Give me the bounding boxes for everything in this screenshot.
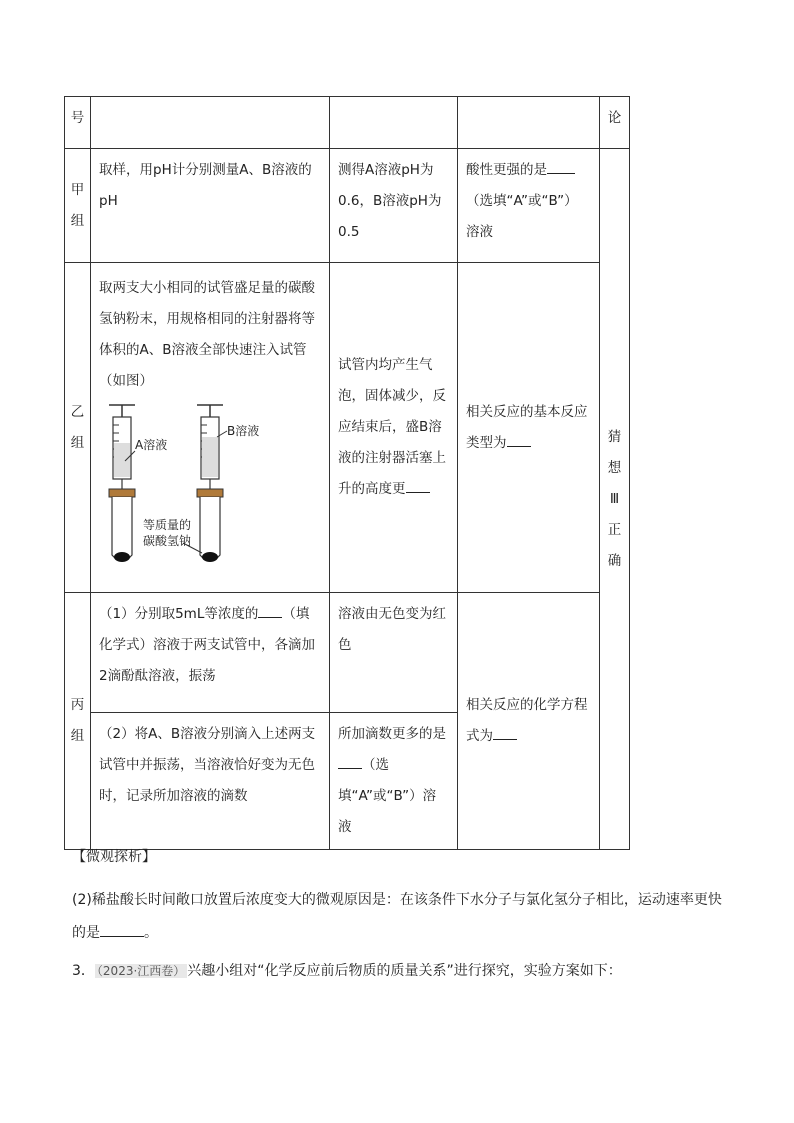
label-b-solution: B溶液: [227, 424, 260, 438]
operation-cell-bing-2: （2）将A、B溶液分别滴入上述两支试管中并振荡，当溶液恰好变为无色时，记录所加溶液的滴数: [91, 713, 330, 850]
operation-cell-jia: 取样，用pH计分别测量A、B溶液的pH: [91, 149, 330, 263]
table-row-jia: [65, 149, 630, 263]
syringe-a-icon: [109, 405, 135, 491]
conclusion-cell: 猜 想 Ⅲ 正 确: [600, 149, 630, 850]
operation-cell-yi: 取两支大小相同的试管盛足量的碳酸氢钠粉末，用规格相同的注射器将等体积的A、B溶液全部快速注入试管（如图） A溶液 B溶液 等质量的 碳酸氢钠: [91, 263, 330, 593]
test-tube-b-icon: [197, 489, 223, 562]
answer-blank[interactable]: [493, 725, 517, 740]
micro-question-2: (2)稀盐酸长时间敞口放置后浓度变大的微观原因是：在该条件下水分子与氯化氢分子相比，运动速率更快 的是 。: [72, 892, 722, 941]
label-solid-line1: 等质量的: [143, 518, 192, 532]
answer-blank[interactable]: [547, 159, 575, 174]
header-cell-operation: [91, 97, 330, 149]
label-solid-line2: 碳酸氢钠: [143, 534, 192, 548]
question-source-badge: （2023·江西卷）: [96, 964, 186, 978]
analysis-cell-yi: 相关反应的基本反应类型为: [458, 263, 600, 593]
analysis-cell-jia: 酸性更强的是（选填“A”或“B”）溶液: [458, 149, 600, 263]
header-cell-phenomenon: [330, 97, 458, 149]
answer-blank[interactable]: [100, 922, 144, 937]
header-cell-conclusion: 论: [600, 97, 630, 149]
syringe-test-tube-figure: [99, 401, 299, 571]
experiment-table: [64, 96, 630, 850]
answer-blank[interactable]: [406, 478, 430, 493]
syringe-b-icon: [197, 405, 227, 491]
phenomenon-cell-jia: 测得A溶液pH为0.6，B溶液pH为0.5: [330, 149, 458, 263]
phenomenon-cell-bing-2: 所加滴数更多的是（选填“A”或“B”）溶液: [330, 713, 458, 850]
operation-cell-bing-1: （1）分别取5mL等浓度的 （填化学式）溶液于两支试管中，各滴加2滴酚酞溶液，振荡: [91, 593, 330, 713]
group-label-yi: 乙 组: [65, 263, 91, 593]
micro-heading: 【微观探析】: [72, 849, 156, 865]
group-label-bing: 丙 组: [65, 593, 91, 850]
table-row-yi: [65, 263, 630, 593]
answer-blank[interactable]: [258, 603, 282, 618]
phenomenon-cell-yi: 试管内均产生气泡，固体减少，反应结束后，盛B溶液的注射器活塞上升的高度更: [330, 263, 458, 593]
header-cell-number: 号: [65, 97, 91, 149]
table-header-row: [65, 97, 630, 149]
test-tube-a-icon: [109, 489, 135, 562]
table-row-bing-1: [65, 593, 630, 713]
question-3: 3． （2023·江西卷） 兴趣小组对“化学反应前后物质的质量关系”进行探究，实验方案如下：: [72, 963, 622, 979]
answer-blank[interactable]: [338, 754, 362, 769]
label-a-solution: A溶液: [135, 438, 168, 452]
group-label-jia: 甲 组: [65, 149, 91, 263]
analysis-cell-bing: 相关反应的化学方程式为: [458, 593, 600, 850]
header-cell-analysis: [458, 97, 600, 149]
answer-blank[interactable]: [507, 432, 531, 447]
phenomenon-cell-bing-1: 溶液由无色变为红色: [330, 593, 458, 713]
